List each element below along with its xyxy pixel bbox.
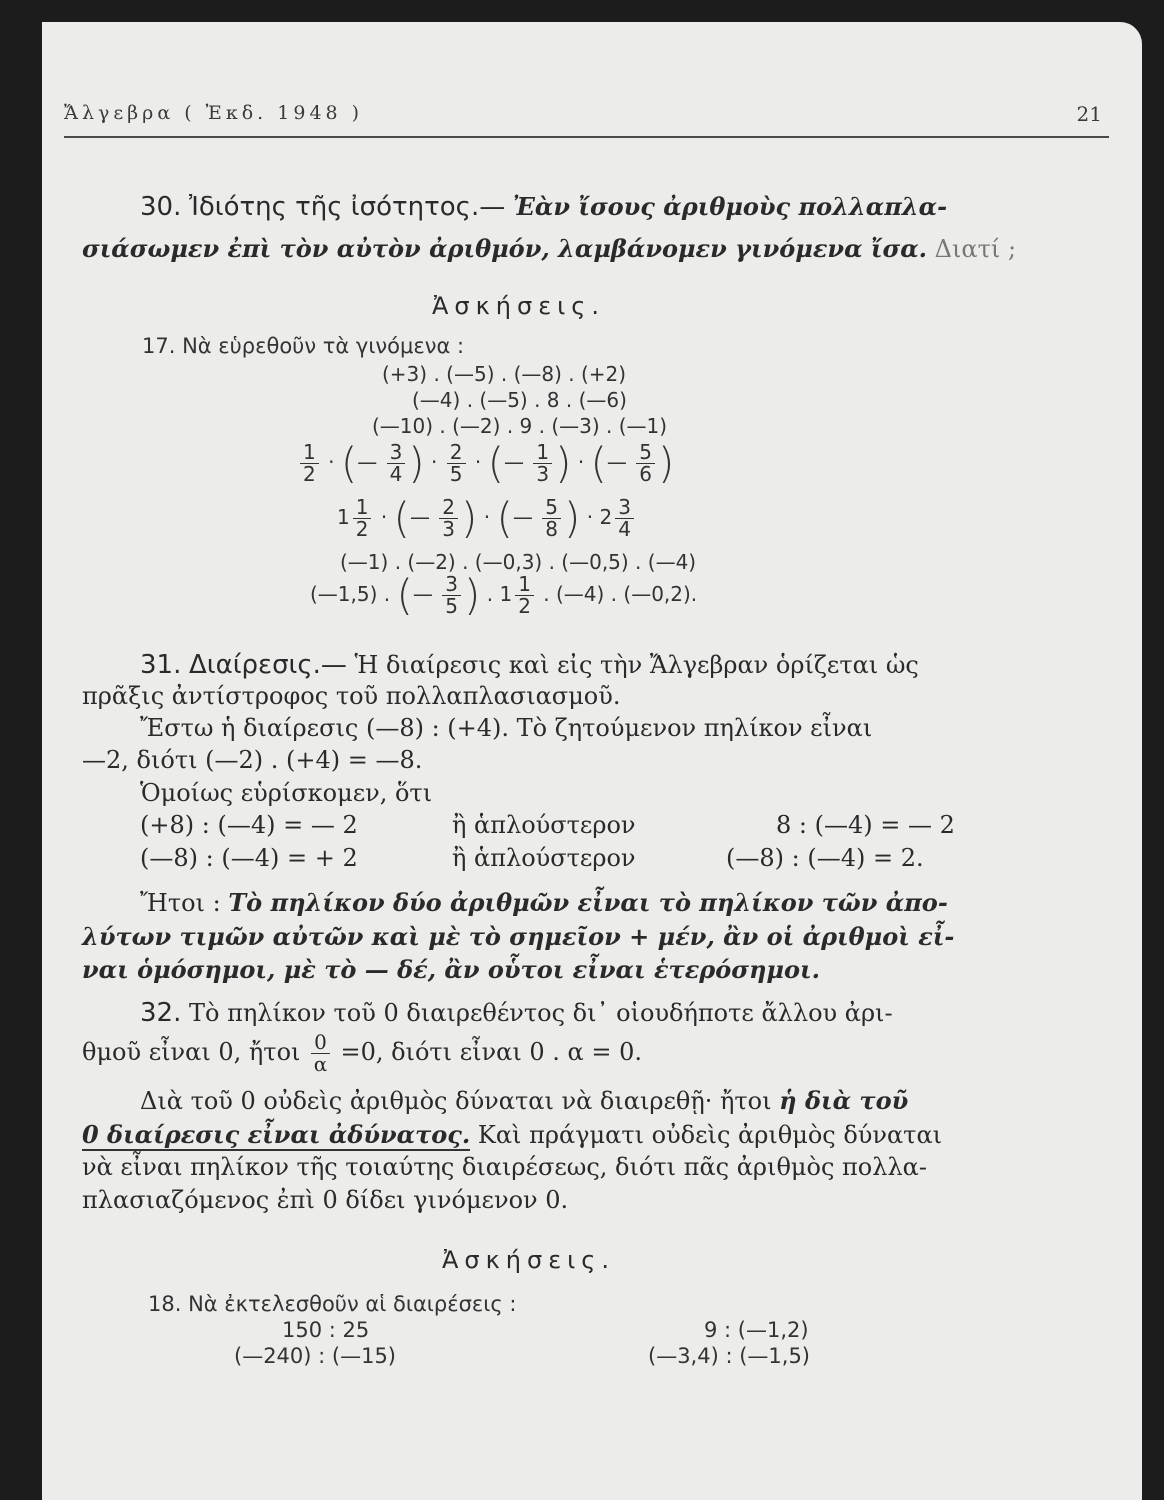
fraction: $\frac{5}{6}$ <box>636 442 655 485</box>
division-exercise-3: 9 : (—1,2) <box>704 1318 809 1342</box>
section-31-rule-line-2: λύτων τιμῶν αὐτῶν καὶ μὲ τὸ σημεῖον + μέν, ἂν οἱ ἀριθμοὶ εἶ- <box>82 922 955 951</box>
fraction: $\frac{5}{8}$ <box>542 497 561 540</box>
product-6: (—1) . (—2) . (—0,3) . (—0,5) . (—4) <box>340 550 697 574</box>
page-number: 21 <box>1076 102 1102 126</box>
product-1: (+3) . (—5) . (—8) . (+2) <box>382 362 627 386</box>
fraction: $\frac{1}{2}$ <box>300 442 319 485</box>
section-30-heading-line <box>140 192 947 222</box>
section-31-title: Διαίρεσις.— <box>189 650 347 680</box>
section-31-number: 31. <box>140 650 182 680</box>
exercise-18-intro: 18. Νὰ ἐκτελεσθοῦν αἱ διαιρέσεις : <box>148 1292 517 1316</box>
exercises-17-title: Ἀσκήσεις. <box>432 292 606 320</box>
division-row-1c: 8 : (—4) = — 2 <box>776 811 955 839</box>
product-3: (—10) . (—2) . 9 . (—3) . (—1) <box>372 414 668 438</box>
fraction: $\frac{3}{5}$ <box>442 574 461 617</box>
product-7: (—1,5) . (— $\frac{3}{5}$ ) . 1 $\frac{1}{2}$ . (—4) . (—0,2). <box>310 570 698 620</box>
fraction: $\frac{1}{3}$ <box>533 442 552 485</box>
division-row-2b: ἢ ἁπλούστερον <box>452 844 636 872</box>
section-30-rule-1: Ἐὰν ἴσους ἀριθμοὺς πολλαπλα- <box>512 192 948 221</box>
fraction: $\frac{2}{3}$ <box>439 497 458 540</box>
division-exercise-4: (—3,4) : (—1,5) <box>648 1344 810 1368</box>
section-32-line-3: Διὰ τοῦ 0 οὐδεὶς ἀριθμὸς δύναται νὰ διαιρεθῇ· ἤτοι ἡ διὰ τοῦ <box>140 1086 909 1115</box>
section-31-line-5: Ὁμοίως εὑρίσκομεν, ὅτι <box>140 779 433 807</box>
section-30-question: Διατί ; <box>934 235 1017 263</box>
section-30-rule-2: σιάσωμεν ἐπὶ τὸν αὐτὸν ἀριθμόν, λαμβάνομεν γινόμενα ἴσα. <box>82 234 928 263</box>
section-31-line-4: —2, διότι (—2) . (+4) = —8. <box>82 746 423 774</box>
section-30-number: 30. <box>140 192 182 222</box>
division-exercise-1: 150 : 25 <box>282 1318 370 1342</box>
division-row-2c: (—8) : (—4) = 2. <box>726 844 924 872</box>
section-30-rule-line-2 <box>82 234 1016 263</box>
section-31-rule-line-1: Ἤτοι : Τὸ πηλίκον δύο ἀριθμῶν εἶναι τὸ πηλίκον τῶν ἀπο- <box>140 888 948 917</box>
section-31-line-1: 31. Διαίρεσις.— Ἡ διαίρεσις καὶ εἰς τὴν Ἄλγεβραν ὁρίζεται ὡς <box>140 650 919 680</box>
section-31-rule-line-3: ναι ὁμόσημοι, μὲ τὸ — δέ, ἂν οὗτοι εἶναι ἑτερόσημοι. <box>82 955 820 984</box>
section-32-line-1: 32. Τὸ πηλίκον τοῦ 0 διαιρεθέντος δι᾽ οἱουδήποτε ἄλλου ἀρι- <box>140 998 893 1028</box>
division-exercise-2: (—240) : (—15) <box>234 1344 397 1368</box>
fraction: $\frac{1}{2}$ <box>353 497 372 540</box>
header-rule <box>64 136 1109 138</box>
section-31-line-2: πρᾶξις ἀντίστροφος τοῦ πολλαπλασιασμοῦ. <box>82 682 621 710</box>
fraction: $\frac{3}{4}$ <box>387 442 406 485</box>
product-5: 1 $\frac{1}{2}$ · (— $\frac{2}{3}$ ) · (— $\frac{5}{8}$ ) · 2 $\frac{3}{4}$ <box>337 497 637 540</box>
zero-over-alpha-fraction: $\frac{0}{\alpha}$ <box>311 1032 330 1075</box>
section-32-line-4: 0 διαίρεσις εἶναι ἀδύνατος. Καὶ πράγματι οὐδεὶς ἀριθμὸς δύναται <box>82 1120 943 1149</box>
section-32-number: 32. <box>140 998 182 1028</box>
running-header: Ἄλγεβρα ( Ἐκδ. 1948 ) <box>64 102 364 124</box>
section-32-line-2: θμοῦ εἶναι 0, ἤτοι $\frac{0}{\alpha}$ =0, διότι εἶναι 0 . α = 0. <box>82 1030 643 1076</box>
division-row-2a: (—8) : (—4) = + 2 <box>140 844 358 872</box>
fraction: $\frac{2}{5}$ <box>447 442 466 485</box>
division-row-1b: ἢ ἁπλούστερον <box>452 811 636 839</box>
fraction: $\frac{1}{2}$ <box>515 574 534 617</box>
division-row-1a: (+8) : (—4) = — 2 <box>140 811 358 839</box>
section-32-line-6: πλασιαζόμενος ἐπὶ 0 δίδει γινόμενον 0. <box>82 1186 569 1214</box>
section-31-line-3: Ἔστω ἡ διαίρεσις (—8) : (+4). Τὸ ζητούμενον πηλίκον εἶναι <box>140 714 873 742</box>
exercises-18-title: Ἀσκήσεις. <box>442 1246 616 1274</box>
exercise-17-intro: 17. Νὰ εὑρεθοῦν τὰ γινόμενα : <box>142 334 465 358</box>
section-30-title: Ἰδιότης τῆς ἰσότητος.— <box>189 192 506 222</box>
book-page <box>42 22 1142 1500</box>
product-2: (—4) . (—5) . 8 . (—6) <box>412 388 627 412</box>
fraction: $\frac{3}{4}$ <box>615 497 634 540</box>
product-4: $\frac{1}{2}$ · (— $\frac{3}{4}$ ) · $\frac{2}{5}$ · (— $\frac{1}{3}$ ) · (— $\frac{5}{6}$ ) <box>297 442 674 485</box>
section-32-line-5: νὰ εἶναι πηλίκον τῆς τοιαύτης διαιρέσεως, διότι πᾶς ἀριθμὸς πολλα- <box>82 1153 927 1181</box>
